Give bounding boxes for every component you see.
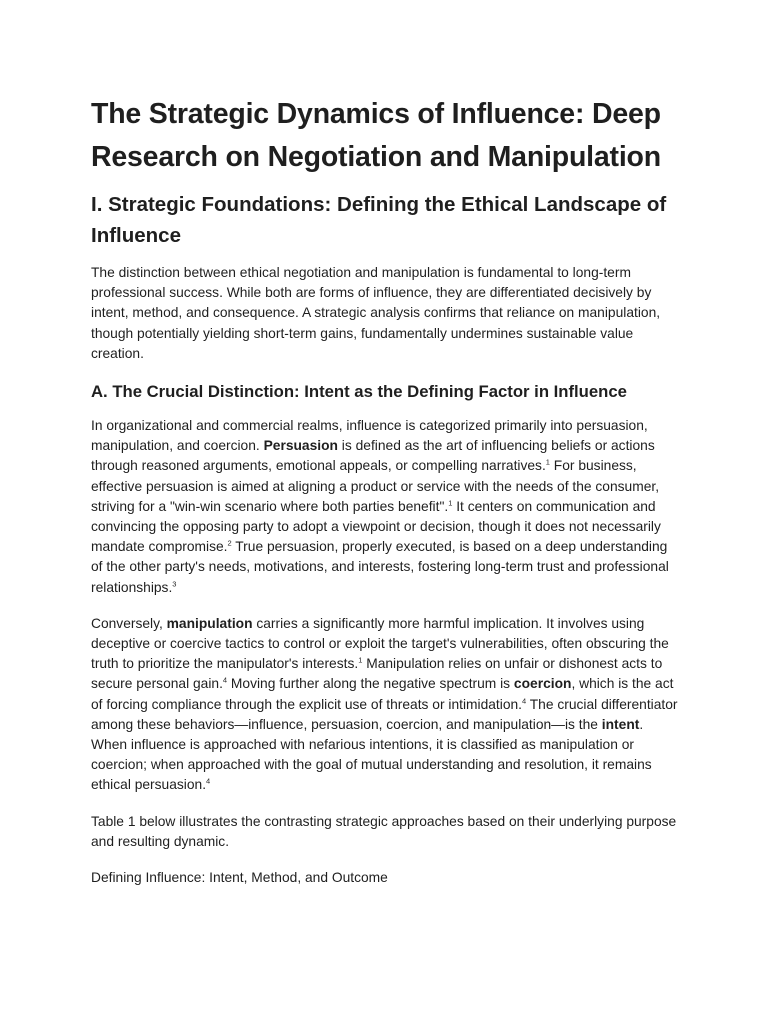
text-run: In organizational and commercial realms, influence is categorized primarily into persuasion, manipulation, and coercion. xyxy=(91,418,648,454)
text-run: It centers on communication and convincing the opposing party to adopt a viewpoint or decision, though it does not necessarily mandate compromise. xyxy=(91,498,661,555)
document-page xyxy=(91,93,681,888)
citation-superscript: 1 xyxy=(545,457,550,467)
citation-superscript: 4 xyxy=(206,776,211,786)
section-heading-strategic-foundations: I. Strategic Foundations: Defining the Ethical Landscape of Influence xyxy=(91,193,667,247)
text-run: Manipulation relies on unfair or dishonest acts to secure personal gain. xyxy=(91,656,663,692)
citation-superscript: 1 xyxy=(448,498,453,508)
text-run: . When influence is approached with nefarious intentions, it is classified as manipulation or coercion; when approached with the goal of mutual understanding and resolution, it remains ethical persuasion. xyxy=(91,716,652,793)
table-intro-paragraph: Table 1 below illustrates the contrasting strategic approaches based on their underlying purpose and resulting dynamic. xyxy=(91,813,677,849)
citation-superscript: 4 xyxy=(222,675,228,685)
citation-superscript: 1 xyxy=(358,655,363,665)
text-run: Moving further along the negative spectrum is xyxy=(227,676,514,692)
bold-term-intent: intent xyxy=(601,716,640,732)
bold-term-coercion: coercion xyxy=(513,676,572,692)
text-run: carries a significantly more harmful implication. It involves using deceptive or coercive tactics to control or exploit the target's vulnerabilities, often obscuring the truth to prioritize the manipulator's interests. xyxy=(91,615,669,672)
manipulation-paragraph xyxy=(91,614,681,796)
text-run: The crucial differentiator among these behaviors—influence, persuasion, coercion, and manipulation—is the xyxy=(91,696,678,732)
section-intro-paragraph: The distinction between ethical negotiation and manipulation is fundamental to long-term professional success. While both are forms of influence, they are differentiated decisively by intent, method, and consequence. A strategic analysis confirms that reliance on manipulation, though potentially yielding short-term gains, fundamentally undermines sustainable value creation. xyxy=(91,265,661,361)
text-run: For business, effective persuasion is aimed at aligning a product or service with the needs of the consumer, striving for a "win-win scenario where both parties benefit". xyxy=(91,458,660,514)
text-run: True persuasion, properly executed, is based on a deep understanding of the other party's needs, motivations, and interests, fostering long-term trust and professional relationships. xyxy=(91,539,669,595)
text-run: Conversely, xyxy=(91,615,167,631)
subsection-heading-crucial-distinction: A. The Crucial Distinction: Intent as the Defining Factor in Influence xyxy=(91,382,627,402)
citation-superscript: 2 xyxy=(227,538,232,548)
citation-superscript: 4 xyxy=(522,696,527,706)
persuasion-paragraph xyxy=(91,416,681,598)
text-run: is defined as the art of influencing beliefs or actions through reasoned arguments, emotional appeals, or compelling narratives. xyxy=(91,438,655,474)
bold-term-persuasion: Persuasion xyxy=(263,438,338,454)
bold-term-manipulation: manipulation xyxy=(166,615,253,631)
text-run: , which is the act of forcing compliance through the explicit use of threats or intimidation. xyxy=(91,676,674,712)
table-caption: Defining Influence: Intent, Method, and Outcome xyxy=(91,870,388,886)
document-title: The Strategic Dynamics of Influence: Deep Research on Negotiation and Manipulation xyxy=(91,98,661,173)
citation-superscript: 3 xyxy=(172,579,177,589)
